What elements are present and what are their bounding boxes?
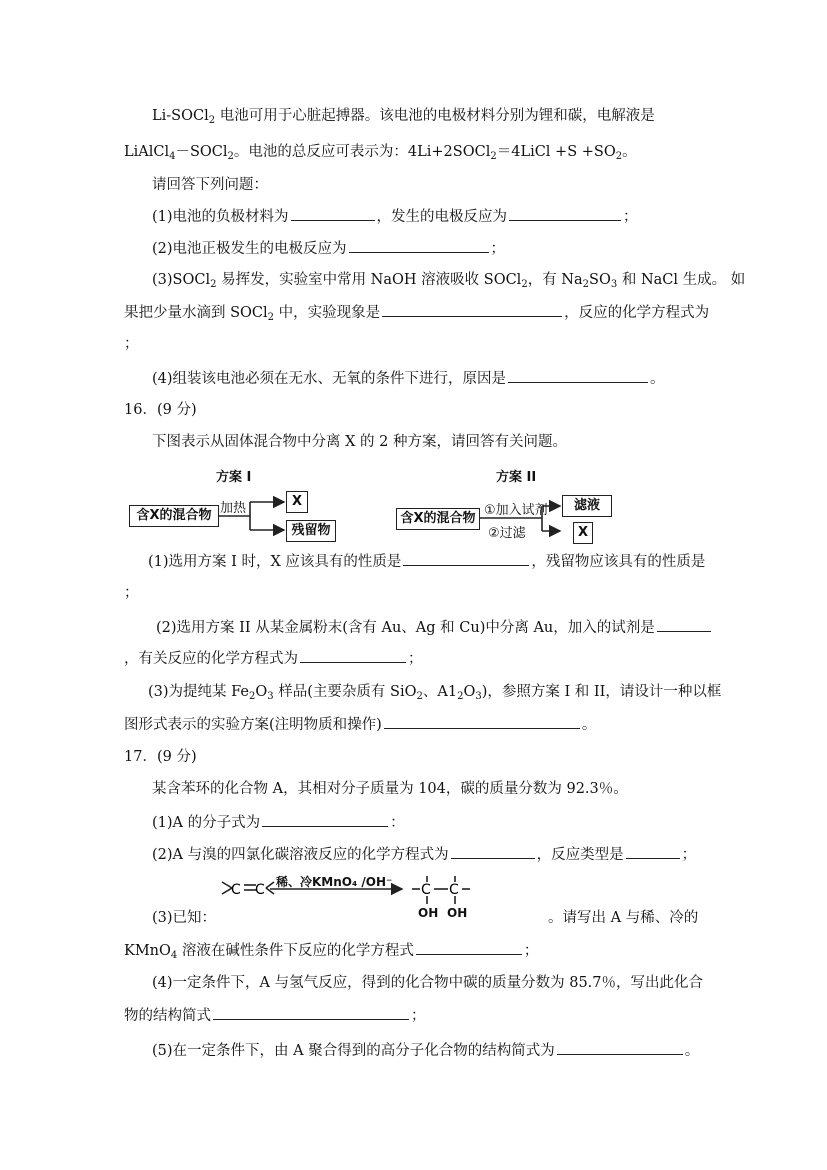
q17-part3-line2 [124, 940, 538, 961]
q15-part3-line3: ； [124, 336, 139, 352]
text: ，有 Na [527, 272, 583, 288]
text: 、A1 [422, 684, 458, 700]
subscript: 2 [490, 151, 497, 162]
answer-blank[interactable] [213, 1005, 409, 1020]
text: ； [411, 1008, 426, 1024]
subscript: 2 [457, 691, 464, 702]
scheme1-output-residue: 残留物 [286, 520, 336, 542]
text: ； [523, 943, 539, 959]
text: 中，实验现象是 [274, 305, 381, 321]
subscript: 2 [615, 151, 623, 162]
scheme2-condition-2: ②过滤 [488, 526, 526, 541]
text: 和 NaCl 生成。 如 [617, 272, 746, 288]
scheme2-start-box: 含X的混合物 [396, 508, 480, 530]
scheme1-condition: 加热 [220, 501, 247, 516]
alkene-substituent-bond [266, 882, 274, 888]
text: ： [390, 815, 405, 831]
q16-number: 16．(9 分) [124, 402, 197, 418]
text: (3)为提纯某 Fe [148, 684, 249, 700]
text: ，反应的化学方程式为 [564, 305, 710, 321]
scheme1-title: 方案 I [216, 470, 252, 485]
text: ； [623, 209, 638, 225]
q16-intro: 下图表示从固体混合物中分离 X 的 2 种方案，请回答有关问题。 [152, 434, 567, 450]
text: －SOCl [175, 144, 228, 160]
subscript: 2 [582, 279, 590, 290]
carbon-atom: C [231, 882, 241, 898]
carbon-atom: C [255, 882, 265, 898]
text: ； [681, 847, 697, 863]
subscript: 3 [610, 279, 618, 290]
text: LiAlCl [124, 144, 170, 160]
text: 图形式表示的实验方案(注明物质和操作) [124, 717, 382, 733]
text: ； [408, 651, 423, 667]
answer-blank[interactable] [416, 940, 522, 955]
scheme2-title: 方案 II [496, 470, 537, 485]
text: (2)A 与溴的四氯化碳溶液反应的化学方程式为 [152, 847, 449, 863]
scheme1-start-box: 含X的混合物 [129, 505, 219, 527]
text: (2)选用方案 II 从某金属粉末(含有 Au、Ag 和 Cu)中分离 Au，加入的试剂是 [156, 620, 655, 636]
subscript: 2 [210, 279, 217, 290]
text: 物的结构简式 [124, 1008, 211, 1024]
subscript: 2 [249, 691, 256, 702]
q15-prompt: 请回答下列问题： [152, 177, 268, 193]
subscript: 3 [475, 691, 482, 702]
q17-part5 [152, 1040, 699, 1061]
text: 样品(主要杂质有 SiO [273, 684, 417, 700]
subscript: 2 [227, 151, 234, 162]
scheme2-output-x: X [573, 522, 593, 544]
carbon-atom: C [421, 882, 431, 898]
q17-part4-line1: (4)一定条件下，A 与氢气反应，得到的化合物中碳的质量分数为 85.7％，写出此化合 [152, 975, 704, 991]
answer-blank[interactable] [557, 1040, 683, 1055]
text: ，有关反应的化学方程式为 [124, 651, 298, 667]
subscript: 2 [208, 115, 216, 126]
text: 。 [650, 371, 665, 387]
text: KMnO [124, 943, 171, 959]
text: SO [589, 272, 611, 288]
subscript: 2 [416, 691, 423, 702]
text: (3)SOCl [152, 272, 211, 288]
scheme1-output-x: X [286, 491, 308, 513]
q17-number: 17．(9 分) [124, 749, 197, 765]
text: 果把少量水滴到 SOCl [124, 305, 268, 321]
text: ； [490, 241, 506, 257]
text: (3)已知： [152, 910, 217, 926]
text: O [463, 684, 476, 700]
text: O [255, 684, 268, 700]
scheme2-condition-1: ①加入试剂 [484, 503, 548, 518]
text: (1)A 的分子式为 [152, 815, 261, 831]
text: 。电池的总反应可表示为：4Li+2SOCl [233, 144, 491, 160]
text: (4)组装该电池必须在无水、无氧的条件下进行，原因是 [152, 371, 507, 387]
subscript: 3 [267, 691, 274, 702]
text: 。 [622, 144, 637, 160]
text: )，参照方案 I 和 II，请设计一种以框 [481, 684, 722, 700]
text: ，残留物应该具有的性质是 [531, 554, 706, 570]
text: ＝4LiCl +S +SO [496, 144, 616, 160]
text: (1)电池的负极材料为 [152, 209, 289, 225]
q17-part3-line1 [152, 908, 216, 928]
subscript: 4 [170, 950, 178, 961]
text: (1)选用方案 I 时，X 应该具有的性质是 [148, 554, 402, 570]
text: (5)在一定条件下，由 A 聚合得到的高分子化合物的结构简式为 [152, 1043, 555, 1059]
hydroxyl-label-1: OH [418, 906, 439, 920]
text: 溶液在碱性条件下反应的化学方程式 [177, 943, 414, 959]
subscript: 2 [267, 312, 275, 323]
q16-part1-line2: ； [124, 585, 139, 601]
carbon-atom: C [449, 882, 459, 898]
scheme2-output-filtrate: 滤液 [562, 495, 612, 517]
subscript: 2 [521, 279, 528, 290]
text: 电池可用于心脏起搏器。该电池的电极材料分别为锂和碳，电解液是 [215, 108, 655, 124]
text: Li-SOCl [152, 108, 209, 124]
reaction-reagent-label: 稀、冷KMnO₄ /OH⁻ [276, 875, 393, 889]
hydroxyl-label-2: OH [447, 906, 468, 920]
q17-part4-line2 [124, 1005, 426, 1026]
text: ，发生的电极反应为 [376, 209, 508, 225]
text: 。 [684, 1043, 700, 1059]
text: 。 [581, 717, 597, 733]
text: 易挥发，实验室中常用 NaOH 溶液吸收 SOCl [216, 272, 522, 288]
text: ，反应类型是 [536, 847, 624, 863]
q17-intro: 某含苯环的化合物 A，其相对分子质量为 104，碳的质量分数为 92.3％。 [152, 781, 628, 797]
text: (2)电池正极发生的电极反应为 [152, 241, 347, 257]
subscript: 4 [169, 151, 176, 162]
q17-part3-line1-right: 。请写出 A 与稀、冷的 [548, 910, 699, 926]
